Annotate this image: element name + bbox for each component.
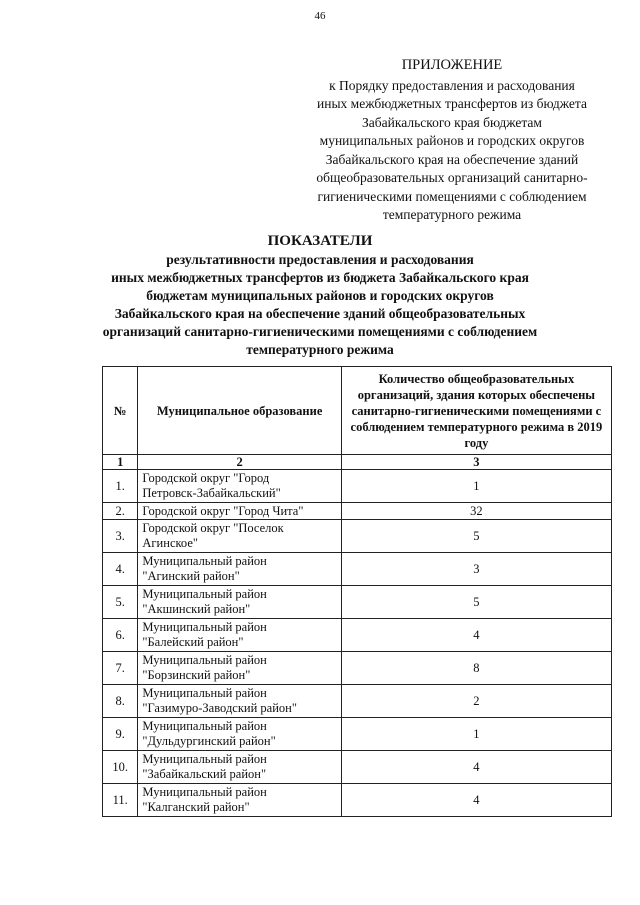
appendix-line: иных межбюджетных трансфертов из бюджета [317,96,587,111]
row-number: 4. [103,553,138,586]
table-header-row [103,367,612,455]
heading-title: ПОКАЗАТЕЛИ [267,233,373,249]
name-line: Муниципальный район [142,653,267,667]
name-line: Муниципальный район [142,785,267,799]
header-num: № [103,367,138,455]
table-row [103,652,612,685]
row-number: 7. [103,652,138,685]
table-row [103,718,612,751]
name-line: "Забайкальский район" [142,767,267,781]
table-row [103,586,612,619]
column-index: 3 [341,455,611,470]
school-count: 1 [341,470,611,503]
municipality-name [138,685,341,718]
table-row [103,751,612,784]
appendix-block [296,56,608,225]
row-number: 3. [103,520,138,553]
heading-line: Забайкальского края на обеспечение зданий общеобразовательных [114,306,526,321]
name-line: "Акшинский район" [142,602,251,616]
school-count: 5 [341,520,611,553]
header-municipality: Муниципальное образование [138,367,341,455]
municipality-name [138,718,341,751]
municipality-name [138,751,341,784]
heading-line: иных межбюджетных трансфертов из бюджета Забайкальского края [111,270,529,285]
municipality-name [138,470,341,503]
municipality-name [138,503,341,520]
appendix-line: к Порядку предоставления и расходования [329,77,575,93]
row-number: 1. [103,470,138,503]
appendix-line: общеобразовательных организаций санитарно- [316,170,588,185]
school-count: 4 [341,619,611,652]
appendix-title: ПРИЛОЖЕНИЕ [401,57,503,73]
name-line: "Дульдургинский район" [142,734,276,748]
school-count: 2 [341,685,611,718]
header-count: Количество общеобразовательных организаций, здания которых обеспечены санитарно-гигиеническими помещениями с соблюдением температурного режима в 2019 году [341,367,611,455]
row-number: 10. [103,751,138,784]
appendix-line: муниципальных районов и городских округов [319,133,585,148]
column-index: 2 [138,455,341,470]
table-row [103,784,612,817]
municipality-name [138,586,341,619]
municipality-name [138,553,341,586]
name-line: "Газимуро-Заводский район" [142,701,297,715]
heading-line: результативности предоставления и расходования [166,252,474,267]
name-line: Муниципальный район [142,719,267,733]
school-count: 4 [341,751,611,784]
heading-line: организаций санитарно-гигиеническими помещениями с соблюдением [102,324,538,339]
school-count: 5 [341,586,611,619]
name-line: Петровск-Забайкальский" [142,486,281,500]
row-number: 11. [103,784,138,817]
name-line: Муниципальный район [142,554,267,568]
name-line: Муниципальный район [142,752,267,766]
municipality-name [138,520,341,553]
appendix-line: температурного режима [382,207,522,222]
row-number: 5. [103,586,138,619]
appendix-line: Забайкальского края на обеспечение зданий [325,151,579,167]
name-line: "Калганский район" [142,800,250,814]
row-number: 2. [103,503,138,520]
appendix-line: Забайкальского края бюджетам [362,114,542,130]
row-number: 8. [103,685,138,718]
name-line: "Борзинский район" [142,668,251,682]
municipality-name [138,619,341,652]
name-line: Муниципальный район [142,587,267,601]
municipality-name [138,652,341,685]
name-line: Муниципальный район [142,620,267,634]
school-count: 32 [341,503,611,520]
municipality-name [138,784,341,817]
school-count: 4 [341,784,611,817]
school-count: 1 [341,718,611,751]
name-line: "Агинский район" [142,569,240,583]
name-line: "Балейский район" [142,635,244,649]
table-row [103,520,612,553]
name-line: Городской округ "Поселок [142,521,284,535]
table-row [103,553,612,586]
heading-line: бюджетам муниципальных районов и городских округов [146,288,494,303]
column-index-row [103,455,612,470]
name-line: Городской округ "Город [142,471,270,485]
name-line: Агинское" [142,536,198,550]
column-index: 1 [103,455,138,470]
table-row [103,685,612,718]
name-line: Городской округ "Город Чита" [142,503,304,518]
heading-line: температурного режима [246,342,394,357]
document-heading [60,232,580,359]
table-row [103,503,612,520]
row-number: 9. [103,718,138,751]
appendix-line: гигиеническими помещениями с соблюдением [317,188,587,204]
indicators-table [102,366,612,817]
name-line: Муниципальный район [142,686,267,700]
table-row [103,470,612,503]
school-count: 3 [341,553,611,586]
school-count: 8 [341,652,611,685]
page-number: 46 [314,10,326,22]
table-row [103,619,612,652]
row-number: 6. [103,619,138,652]
